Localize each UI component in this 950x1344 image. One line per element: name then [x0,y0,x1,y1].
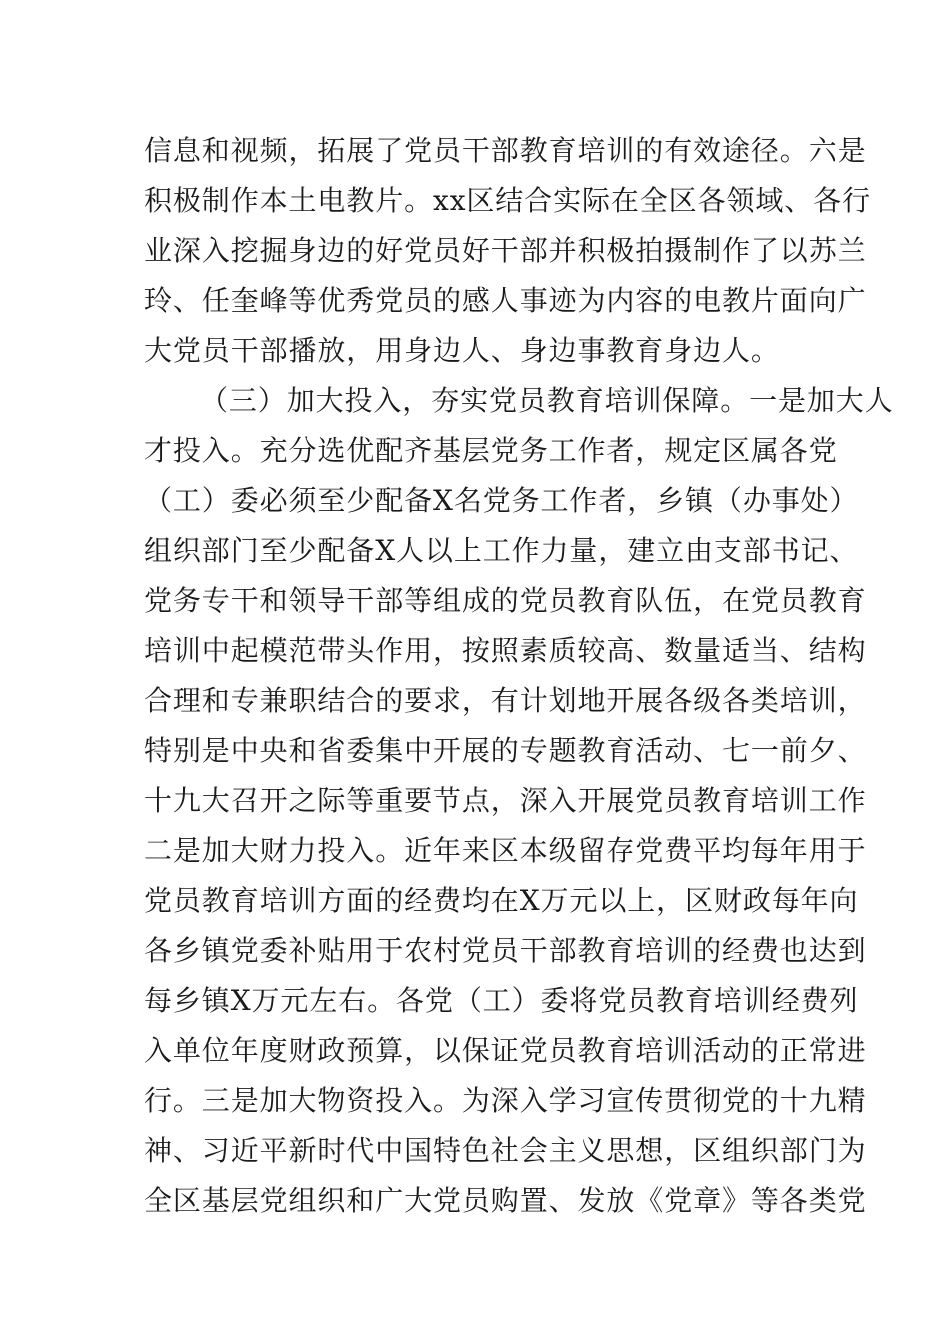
text-line: 业深入挖掘身边的好党员好干部并积极拍摄制作了以苏兰 [144,234,867,267]
text-line: 行。三是加大物资投入。为深入学习宣传贯彻党的十九精 [144,1084,867,1117]
text-line: 党务专干和领导干部等组成的党员教育队伍，在党员教育 [144,584,867,617]
text-line: 十九大召开之际等重要节点，深入开展党员教育培训工作 [144,784,867,817]
text-line: 培训中起模范带头作用，按照素质较高、数量适当、结构 [144,634,867,667]
text-line: 党员教育培训方面的经费均在X万元以上，区财政每年向 [144,884,859,917]
text-line: 玲、任奎峰等优秀党员的感人事迹为内容的电教片面向广 [144,284,867,317]
text-line: 二是加大财力投入。近年来区本级留存党费平均每年用于 [144,834,867,867]
text-line: 才投入。充分选优配齐基层党务工作者，规定区属各党 [144,434,838,467]
text-line: 每乡镇X万元左右。各党（工）委将党员教育培训经费列 [144,984,859,1017]
text-line: 入单位年度财政预算，以保证党员教育培训活动的正常进 [144,1034,867,1067]
text-line: 信息和视频，拓展了党员干部教育培训的有效途径。六是 [144,134,867,167]
text-line: 积极制作本土电教片。xx区结合实际在全区各领域、各行 [144,184,871,217]
text-line: 合理和专兼职结合的要求，有计划地开展各级各类培训， [144,684,867,717]
text-line: 大党员干部播放，用身边人、身边事教育身边人。 [144,334,780,367]
text-line: 神、习近平新时代中国特色社会主义思想，区组织部门为 [144,1134,867,1167]
text-line: 特别是中央和省委集中开展的专题教育活动、七一前夕、 [144,734,867,767]
text-line: 全区基层党组织和广大党员购置、发放《党章》等各类党 [144,1184,867,1217]
text-line: （工）委必须至少配备X名党务工作者，乡镇（办事处） [144,484,859,517]
body-text [144,126,894,1226]
paragraph-start-line: （三）加大投入，夯实党员教育培训保障。一是加大人 [200,384,894,417]
text-line: 各乡镇党委补贴用于农村党员干部教育培训的经费也达到 [144,934,867,967]
text-line: 组织部门至少配备X人以上工作力量，建立由支部书记、 [144,534,859,567]
